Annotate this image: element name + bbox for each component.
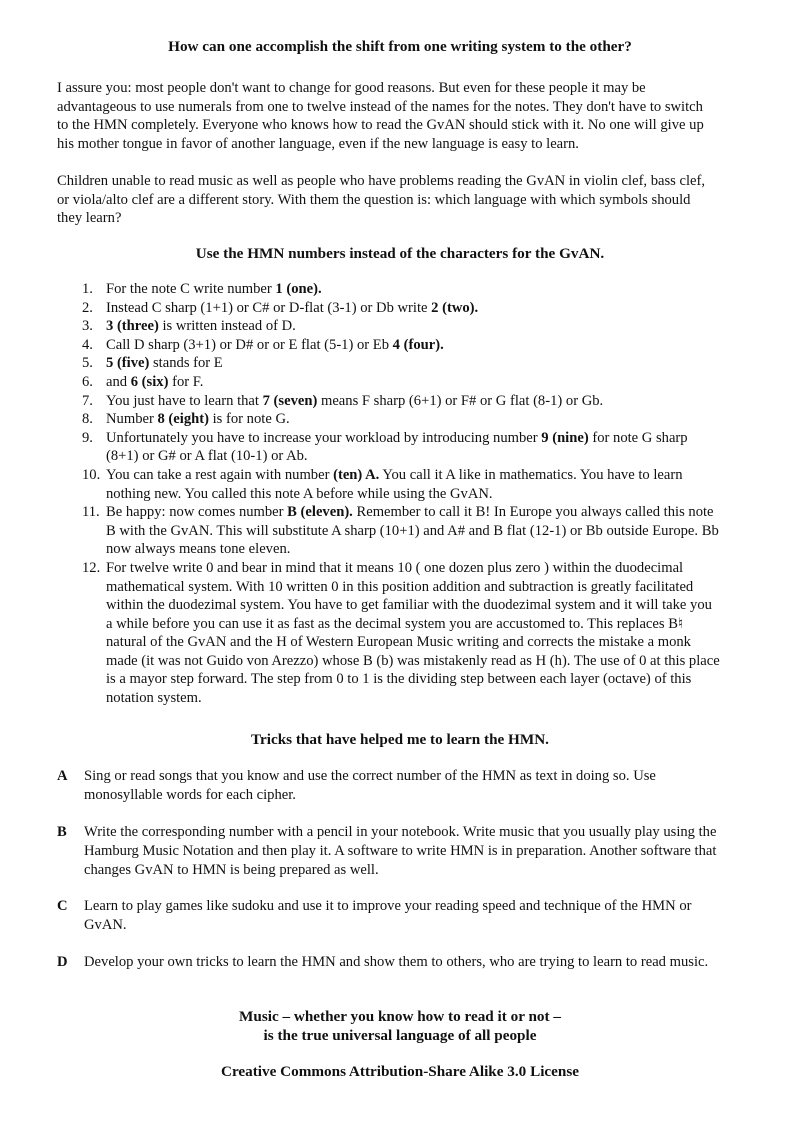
- trick-item-b: [57, 823, 727, 880]
- license-line: Creative Commons Attribution-Share Alike 3.0 License: [220, 1063, 580, 1080]
- list-item: 6. and 6 (six) for F.: [82, 373, 204, 390]
- trick-text: Sing or read songs that you know and use the correct number of the HMN as text in doing so. Use monosyllable words for each cipher.: [84, 768, 656, 803]
- intro-paragraph-2: Children unable to read music as well as people who have problems reading the GvAN in violin clef, bass clef, or viola/alto clef are a different story. With them the question is: which language with which symbols should they learn?: [57, 173, 706, 227]
- list-item: 11. Be happy: now comes number B (eleven). Remember to call it B! In Europe you always called this note B with the GvAN. This will substitute A sharp (10+1) and A# and B flat (12-1) or Bb outside Europe. Bb now always means tone eleven.: [82, 504, 719, 558]
- list-item: 3. 3 (three) is written instead of D.: [82, 318, 296, 335]
- list-item: 12. For twelve write 0 and bear in mind that it means 10 ( one dozen plus zero ) within the duodecimal mathematical system. With 10 written 0 in this position addition and subtraction is greatly facilitated within the duodezimal system. You have to get familiar with the duodezimal system and it will take you a while before you can use it as fast as the decimal system you are accustomed to. This replaces B♮ natural of the GvAN and the H of Western European Music writing and corrects the mistake a monk made (it was not Guido von Arezzo) whose B (b) was mistakenly read as H (h). The use of 0 at this place is a mayor step forward. The step from 0 to 1 is the dividing step between each layer (octave) of this notation system.: [82, 559, 720, 707]
- trick-text: Learn to play games like sudoku and use it to improve your reading speed and technique of the HMN or GvAN.: [84, 898, 692, 933]
- trick-letter: C: [57, 898, 68, 914]
- trick-text: Write the corresponding number with a pencil in your notebook. Write music that you usually play using the Hamburg Music Notation and then play it. A software to write HMN is in preparation. Another software that changes GvAN to HMN is being prepared as well.: [84, 824, 717, 878]
- trick-item-d: [57, 953, 727, 972]
- trick-item-c: [57, 897, 727, 935]
- heading-use-numbers: Use the HMN numbers instead of the characters for the GvAN.: [195, 245, 605, 262]
- closing-line-1: Music – whether you know how to read it or not –: [239, 1008, 561, 1025]
- list-item: 8. Number 8 (eight) is for note G.: [82, 411, 290, 428]
- heading-shift: How can one accomplish the shift from one writing system to the other?: [168, 38, 632, 55]
- closing-line-2: is the true universal language of all people: [263, 1027, 537, 1044]
- list-item: 2. Instead C sharp (1+1) or C# or D-flat (3-1) or Db write 2 (two).: [82, 299, 479, 316]
- trick-item-a: [57, 767, 727, 805]
- trick-text: Develop your own tricks to learn the HMN and show them to others, who are trying to learn to read music.: [84, 954, 709, 970]
- list-item: 1. For the note C write number 1 (one).: [82, 281, 322, 297]
- intro-paragraph-1: I assure you: most people don't want to change for good reasons. But even for these people it may be advantageous to use numerals from one to twelve instead of the names for the notes. They don't have to switch to the HMN completely. Everyone who knows how to read the GvAN should stick with it. No one will give up his mother tongue in favor of another language, even if the new language is easy to learn.: [57, 80, 704, 152]
- trick-letter: A: [57, 768, 68, 784]
- list-item: 10. You can take a rest again with number (ten) A. You call it A like in mathematics. You have to learn nothing new. You called this note A before while using the GvAN.: [82, 466, 683, 502]
- list-item: 9. Unfortunately you have to increase your workload by introducing number 9 (nine) for note G sharp (8+1) or G# or A flat (10-1) or Ab.: [82, 429, 688, 465]
- steps-list: [82, 280, 722, 708]
- list-item: 4. Call D sharp (3+1) or D# or or E flat (5-1) or Eb 4 (four).: [82, 336, 444, 353]
- trick-letter: D: [57, 954, 68, 970]
- list-item: 5. 5 (five) stands for E: [82, 355, 223, 372]
- heading-tricks: Tricks that have helped me to learn the HMN.: [251, 731, 549, 748]
- list-item: 7. You just have to learn that 7 (seven) means F sharp (6+1) or F# or G flat (8-1) or Gb.: [82, 392, 604, 409]
- trick-letter: B: [57, 824, 67, 840]
